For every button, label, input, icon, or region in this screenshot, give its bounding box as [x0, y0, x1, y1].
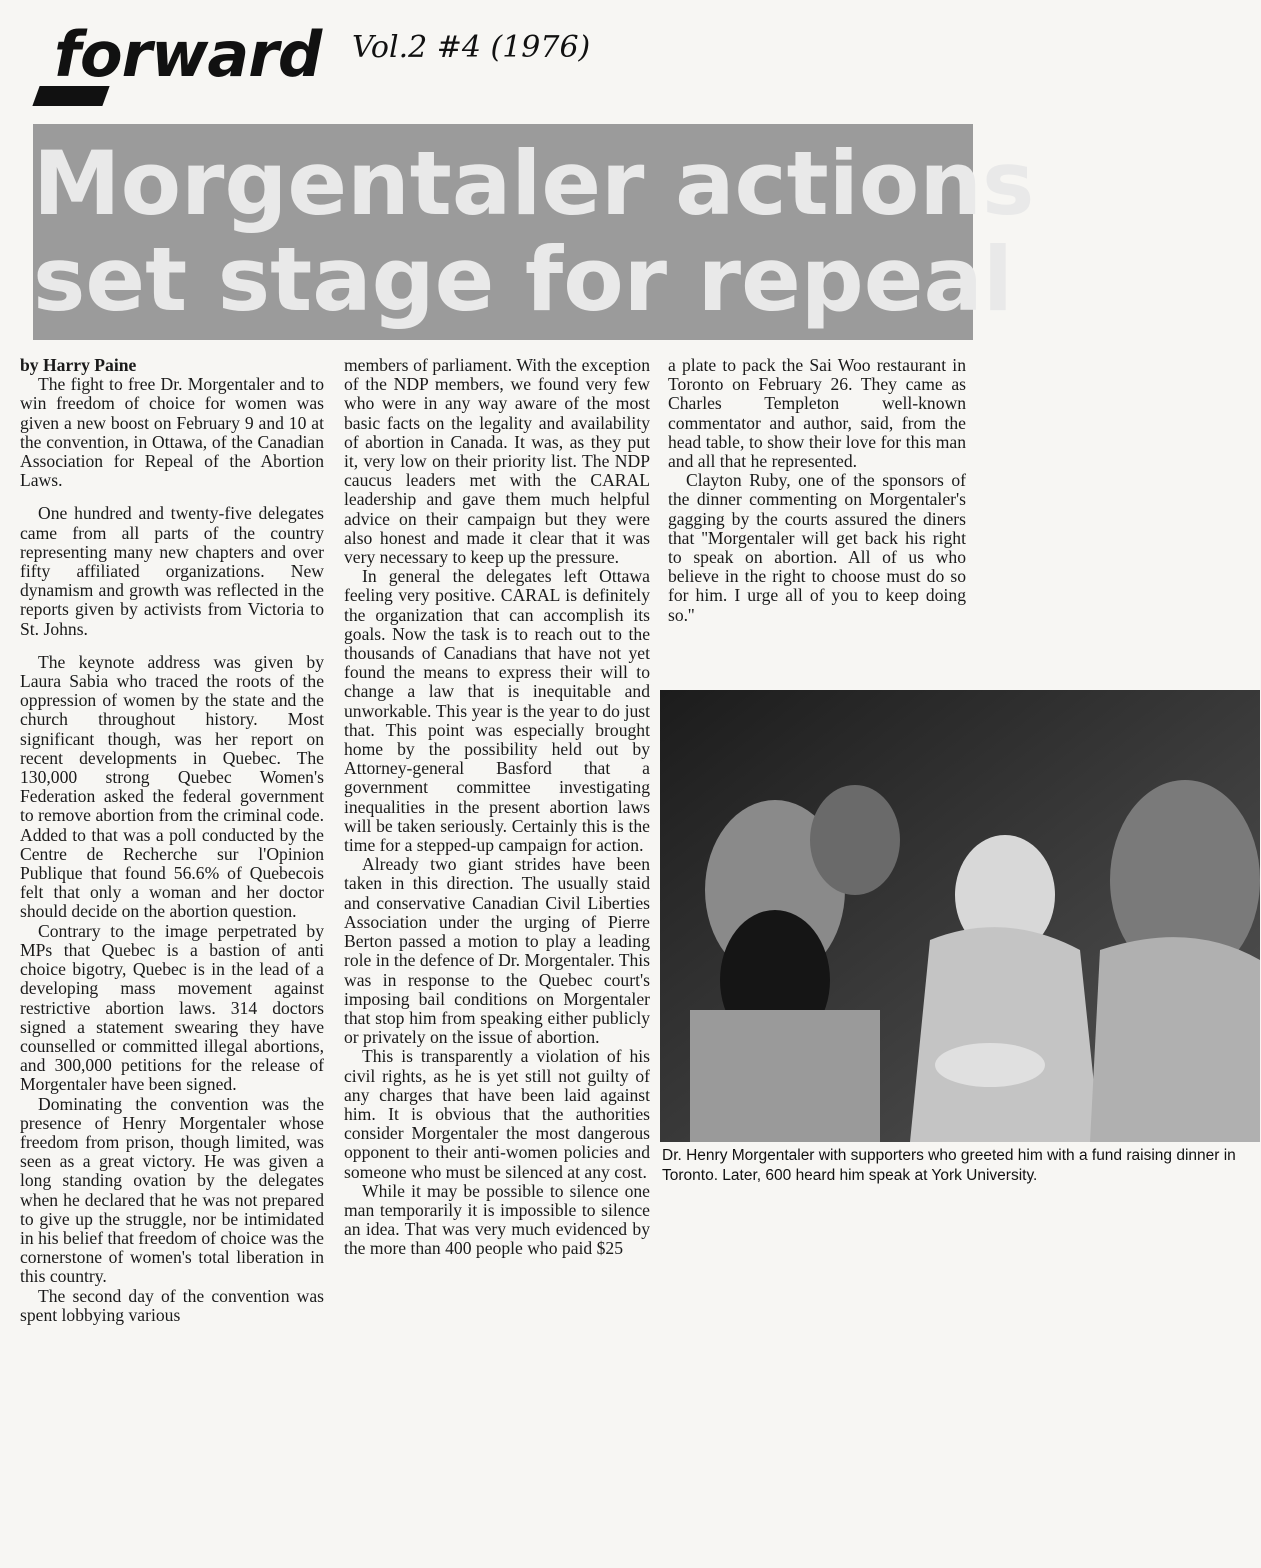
paragraph: a plate to pack the Sai Woo restaurant in Toronto on February 26. They came as Charles Templeton well-known commentator and author, said, from the head table, to show their love for this man and all that he represented. — [668, 355, 966, 472]
headline-line-1: Morgentaler actions — [33, 132, 1035, 235]
paragraph: While it may be possible to silence one man temporarily it is impossible to silence an idea. That was very much evidenced by the more than 400 people who paid $25 — [344, 1180, 650, 1259]
photo-caption: Dr. Henry Morgentaler with supporters who greeted him with a fund raising dinner in Toronto. Later, 600 heard him speak at York University. — [662, 1147, 1236, 1184]
paragraph: One hundred and twenty-five delegates came from all parts of the country representing many new chapters and over fifty affiliated organizations. New dynamism and growth was reflected in the reports given by activists from Victoria to St. Johns. — [20, 503, 324, 639]
paragraph: Contrary to the image perpetrated by MPs that Quebec is a bastion of anti choice bigotry, Quebec is in the lead of a developing mass movement against restrictive abortion laws. 314 doctors signed a statement swearing they have counselled or committed illegal abortions, and 300,000 petitions for the release of Morgentaler have been signed. — [20, 920, 324, 1095]
headline-box — [33, 124, 1035, 340]
news-photo — [660, 690, 1260, 1142]
masthead-title: forward — [54, 18, 322, 91]
paragraph: Clayton Ruby, one of the sponsors of the dinner commenting on Morgentaler's gagging by the courts assured the diners that ''Morgentaler will get back his right to speak on abortion. All of us who believe in the right to choose must do so for him. I urge all of you to keep doing so.'' — [668, 470, 966, 625]
article-column-3 — [668, 356, 966, 625]
paragraph: The second day of the convention was spent lobbying various — [20, 1285, 324, 1325]
paragraph: The keynote address was given by Laura Sabia who traced the roots of the oppression of women by the state and the church throughout history. Most significant though, was her report on recent developments in Quebec. The 130,000 strong Quebec Women's Federation asked the federal government to remove abortion from the criminal code. Added to that was a poll conducted by the Centre de Recherche sur l'Opinion Publique that found 56.6% of Quebecois felt that only a woman and her doctor should decide on the abortion question. — [20, 651, 324, 922]
masthead — [36, 8, 336, 98]
paragraph: Already two giant strides have been taken in this direction. The usually staid and conservative Canadian Civil Liberties Association under the urging of Pierre Berton passed a motion to play a leading role in the defence of Dr. Morgentaler. This was in response to the Quebec court's imposing bail conditions on Morgentaler that stop him from speaking either publicly or privately on the issue of abortion. — [344, 854, 650, 1048]
paragraph: In general the delegates left Ottawa feeling very positive. CARAL is definitely the organization that can accomplish its goals. Now the task is to reach out to the thousands of Canadians that have not yet found the means to express their will to change a law that is inequitable and unworkable. This year is the year to do just that. This point was especially brought home by the possibility held out by Attorney-general Basford that a government committee investigating inequalities in the present abortion laws will be taken seriously. Certainly this is the time for a stepped-up campaign for action. — [344, 566, 650, 856]
photo-image — [660, 690, 1260, 1142]
paragraph: The fight to free Dr. Morgentaler and to win freedom of choice for women was given a new boost on February 9 and 10 at the convention, in Ottawa, of the Canadian Association for Repeal of the Abortion Laws. — [20, 374, 324, 491]
paragraph: Dominating the convention was the presence of Henry Morgentaler whose freedom from prison, though limited, was seen as a great victory. He was given a long standing ovation by the delegates when he declared that he was not prepared to give up the struggle, nor be intimidated in his belief that freedom of choice was the cornerstone of women's total liberation in this country. — [20, 1093, 324, 1287]
paragraph: members of parliament. With the exception of the NDP members, we found very few who were in any way aware of the most basic facts on the legality and availability of abortion in Canada. It was, as they put it, very low on their priority list. The NDP caucus leaders met with the CARAL leadership and gave them much helpful advice on their campaign but they were also honest and made it clear that it was very necessary to keep up the pressure. — [344, 355, 650, 568]
paragraph: This is transparently a violation of his civil rights, as he is yet still not guilty of any charges that have been laid against him. It is obvious that the authorities consider Morgentaler the most dangerous opponent to their anti-women policies and someone who must be silenced at any cost. — [344, 1046, 650, 1182]
handwritten-issue-note: Vol.2 #4 (1976) — [352, 30, 591, 65]
article-column-1 — [20, 356, 324, 1325]
article-column-2 — [344, 356, 650, 1259]
headline-line-2: set stage for repeal — [33, 228, 1013, 331]
byline: by Harry Paine — [20, 355, 137, 375]
